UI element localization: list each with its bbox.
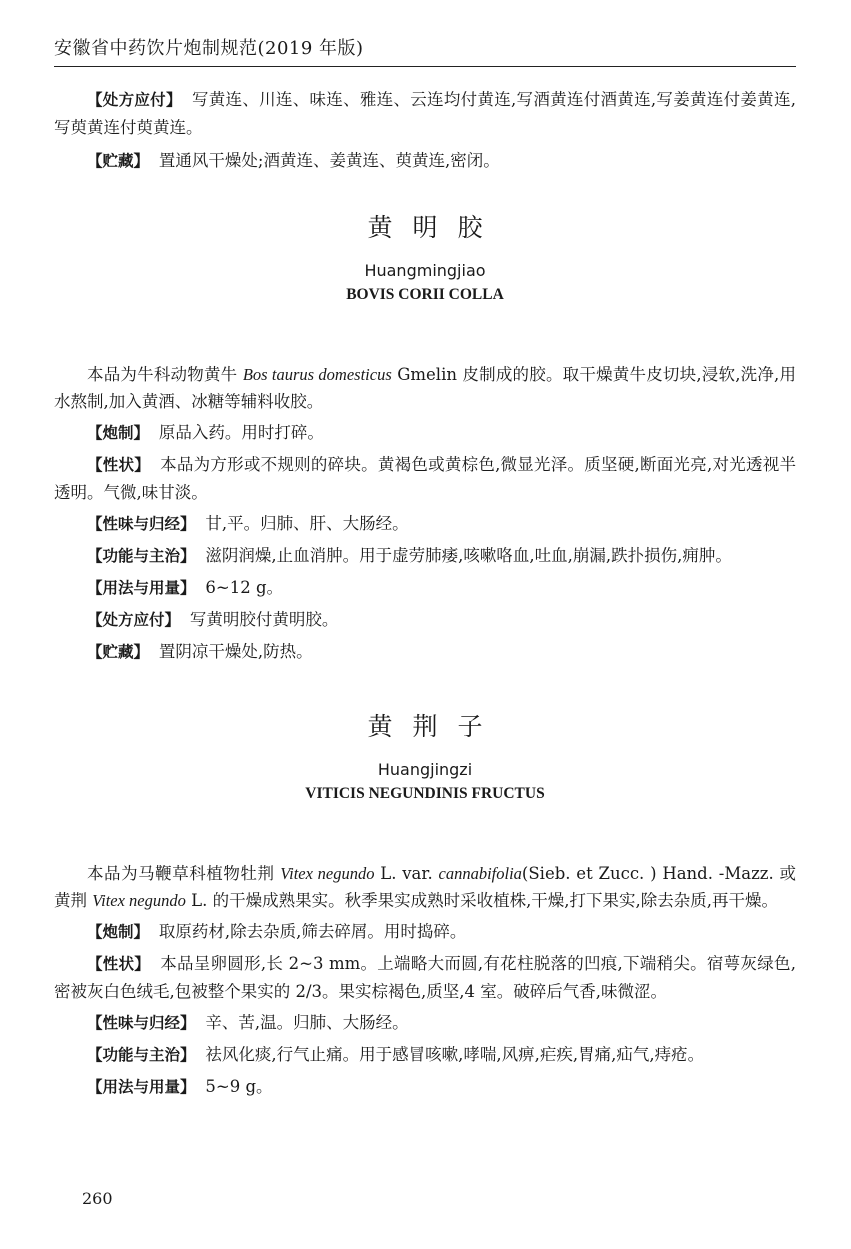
field-label: 【性味与归经】 (87, 515, 196, 533)
field-processing (54, 918, 796, 946)
field-label: 【性状】 (87, 955, 151, 973)
field-property-meridian (54, 510, 796, 538)
field-label: 【炮制】 (87, 923, 150, 941)
entry-pinyin: Huangmingjiao (364, 261, 486, 280)
header-divider (54, 66, 796, 67)
intro-text: 本品为牛科动物黄牛 (87, 365, 243, 384)
species-name: Bos taurus domesticus (242, 365, 392, 384)
field-dosage (54, 574, 796, 602)
species-variety: cannabifolia (438, 864, 522, 883)
field-text: 取原药材,除去杂质,筛去碎屑。用时捣碎。 (158, 922, 467, 941)
field-label: 【用法与用量】 (87, 579, 196, 597)
field-description (54, 451, 796, 506)
field-text: 置阴凉干燥处,防热。 (158, 642, 313, 661)
intro-text: L. 的干燥成熟果实。秋季果实成熟时采收植株,干燥,打下果实,除去杂质,再干燥。 (185, 891, 779, 910)
entry-latin-name: VITICIS NEGUNDINIS FRUCTUS (305, 785, 545, 802)
field-label: 【处方应付】 (87, 91, 182, 109)
field-text: 写黄明胶付黄明胶。 (189, 610, 339, 629)
page-content (54, 80, 796, 1101)
running-header: 安徽省中药饮片炮制规范(2019 年版) (54, 38, 364, 59)
intro-text: Gmelin 皮制成的胶。取干燥黄牛皮切块,浸软,洗净,用水熬制,加入黄酒、冰糖等辅料收胶。 (54, 365, 797, 411)
field-prescription (54, 606, 796, 634)
field-text: 置通风干燥处;酒黄连、姜黄连、萸黄连,密闭。 (158, 151, 500, 170)
field-label: 【性味与归经】 (87, 1014, 196, 1032)
field-description (54, 950, 796, 1005)
field-label: 【处方应付】 (87, 611, 181, 629)
intro-text: (Sieb. et Zucc. ) Hand. -Mazz. 或黄荆 (54, 864, 796, 910)
field-text: 甘,平。归肺、肝、大肠经。 (205, 514, 409, 533)
field-text: 写黄连、川连、味连、雅连、云连均付黄连,写酒黄连付酒黄连,写姜黄连付姜黄连,写萸黄连付萸黄连。 (54, 90, 796, 137)
field-label: 【贮藏】 (87, 152, 150, 170)
entry-huangmingjiao (54, 211, 796, 666)
field-label: 【功能与主治】 (87, 547, 196, 565)
species-name: Vitex negundo (92, 891, 186, 910)
field-property-meridian (54, 1009, 796, 1037)
field-text: 本品为方形或不规则的碎块。黄褐色或黄棕色,微显光泽。质坚硬,断面光亮,对光透视半透明。气微,味甘淡。 (54, 455, 796, 502)
page-number: 260 (82, 1189, 113, 1208)
entry-huangjingzi (54, 710, 796, 1101)
field-label: 【用法与用量】 (87, 1078, 196, 1096)
field-text: 本品呈卵圆形,长 2~3 mm。上端略大而圆,有花柱脱落的凹痕,下端稍尖。宿萼灰绿色,密被灰白色绒毛,包被整个果实的 2/3。果实棕褐色,质坚,4 室。破碎后气香,味微涩。 (54, 954, 796, 1001)
entry-pinyin: Huangjingzi (377, 760, 473, 779)
species-name: Vitex negundo (280, 864, 375, 883)
entry-intro (54, 361, 796, 415)
field-text: 5~9 g。 (205, 1077, 273, 1096)
field-text: 滋阴润燥,止血消肿。用于虚劳肺痿,咳嗽咯血,吐血,崩漏,跌扑损伤,痈肿。 (205, 546, 732, 565)
entry-title: 黄荆子 (367, 712, 503, 741)
field-text: 祛风化痰,行气止痛。用于感冒咳嗽,哮喘,风痹,疟疾,胃痛,疝气,痔疮。 (205, 1045, 705, 1064)
prev-entry-storage (54, 147, 796, 175)
field-text: 辛、苦,温。归肺、大肠经。 (205, 1013, 409, 1032)
field-function-indication (54, 542, 796, 570)
field-label: 【贮藏】 (87, 643, 150, 661)
entry-intro (54, 860, 796, 914)
field-label: 【性状】 (87, 456, 150, 474)
field-storage (54, 638, 796, 666)
field-dosage (54, 1073, 796, 1101)
field-label: 【功能与主治】 (87, 1046, 196, 1064)
entry-title: 黄明胶 (367, 213, 503, 242)
field-text: 6~12 g。 (205, 578, 284, 597)
field-function-indication (54, 1041, 796, 1069)
field-text: 原品入药。用时打碎。 (158, 423, 324, 442)
intro-text: 本品为马鞭草科植物牡荆 (87, 864, 281, 883)
field-processing (54, 419, 796, 447)
prev-entry-prescription (54, 86, 796, 141)
entry-latin-name: BOVIS CORII COLLA (346, 286, 504, 303)
intro-text: L. var. (374, 864, 439, 883)
field-label: 【炮制】 (87, 424, 150, 442)
